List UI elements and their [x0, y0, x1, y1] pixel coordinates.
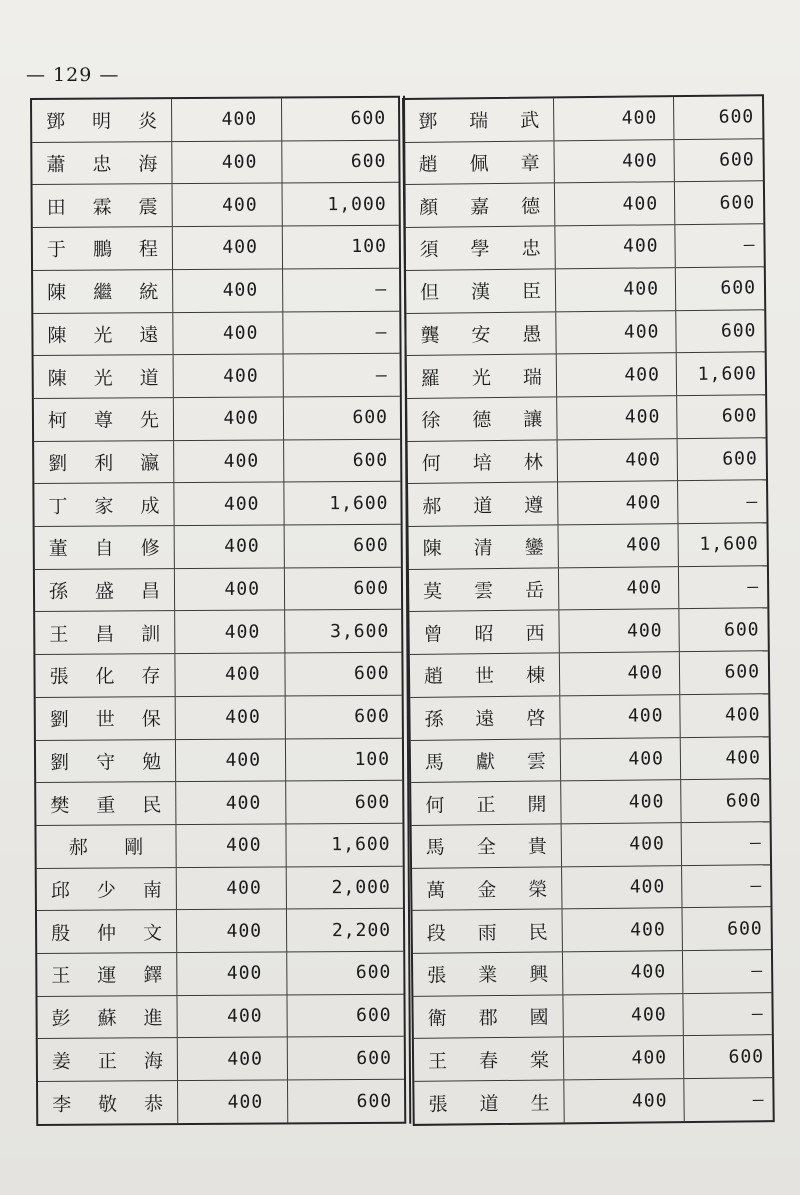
amount-cell-1: 400 [554, 97, 674, 140]
name-cell [410, 696, 560, 739]
amount-cell-2: 600 [728, 1046, 765, 1068]
name-cell [33, 227, 173, 270]
amount-cell-2: 1,600 [331, 834, 391, 856]
amount-cell-1: 400 [178, 1038, 288, 1080]
name-cell [37, 868, 177, 911]
name-text: 趙 世 棟 [423, 665, 546, 689]
name-text: 董 自 修 [48, 537, 160, 561]
name-text: 郝 道 遵 [422, 494, 544, 518]
name-text: 曾 昭 西 [423, 622, 545, 646]
table-row [37, 952, 403, 997]
table-row [34, 397, 400, 442]
name-text: 王 運 鐸 [51, 964, 163, 988]
name-text: 田 霖 震 [46, 195, 158, 219]
name-text: 王 春 棠 [427, 1049, 550, 1073]
amount-cell-1: 400 [177, 910, 287, 952]
name-cell [36, 740, 176, 783]
table-row [413, 950, 771, 996]
table-row [36, 738, 402, 783]
name-text: 張 道 生 [428, 1092, 550, 1116]
amount-cell-1: 400 [555, 225, 675, 268]
name-text: 何 培 林 [421, 451, 543, 475]
amount-cell-2: 600 [354, 791, 391, 813]
table-row [33, 311, 399, 356]
name-cell [408, 525, 558, 568]
name-cell [38, 1081, 178, 1124]
name-cell [32, 99, 172, 142]
name-text: 劉 守 勉 [49, 751, 162, 774]
amount-cell-1: 400 [177, 953, 287, 995]
page-number: — 129 — [26, 64, 120, 86]
amount-cell-2: 600 [356, 1004, 392, 1027]
amount-cell-1: 400 [560, 695, 680, 738]
table-row [37, 866, 403, 911]
name-text: 柯 尊 先 [47, 409, 160, 433]
name-text: 萬 金 榮 [426, 878, 548, 902]
name-text: 陳 繼 統 [47, 281, 159, 305]
table-row [411, 779, 769, 825]
table-row [33, 269, 399, 314]
table-row [35, 653, 401, 698]
amount-cell-1: 400 [176, 739, 286, 781]
amount-cell-2: 600 [353, 663, 390, 685]
amount-cell-1: 400 [174, 397, 284, 439]
name-text: 馬 全 貴 [425, 835, 547, 860]
table-row [35, 567, 401, 612]
name-cell [32, 142, 172, 185]
name-cell [37, 996, 177, 1039]
amount-cell-2: 600 [355, 962, 392, 984]
amount-cell-1: 400 [563, 951, 683, 994]
amount-cell-1: 400 [562, 823, 682, 866]
amount-cell-2: 600 [352, 449, 389, 472]
name-cell [409, 611, 559, 654]
table-row [38, 1037, 404, 1082]
name-text: 劉 利 瀛 [48, 452, 160, 475]
name-text: 蕭 忠 海 [46, 153, 158, 176]
amount-cell-1: 400 [174, 483, 284, 525]
amount-cell-1: 400 [174, 440, 284, 482]
name-text: 邱 少 南 [50, 879, 162, 902]
amount-cell-1: 400 [561, 738, 681, 781]
table-row [34, 482, 400, 527]
table-row [404, 96, 762, 142]
amount-cell-2: 600 [352, 407, 389, 429]
name-cell [412, 867, 562, 910]
table-row [409, 609, 767, 655]
table-row [412, 865, 770, 911]
amount-cell-2: 2,000 [331, 876, 391, 899]
amount-cell-2: 600 [353, 535, 389, 557]
amount-cell-1: 400 [561, 780, 681, 823]
amount-cell-2: — [743, 234, 756, 256]
amount-cell-2: 600 [723, 619, 760, 641]
amount-cell-1: 400 [176, 782, 286, 824]
amount-cell-1: 400 [558, 439, 678, 482]
name-cell [33, 270, 173, 313]
name-cell [34, 441, 174, 484]
amount-cell-2: 2,200 [331, 919, 392, 941]
name-text: 鄧 瑞 武 [418, 109, 540, 134]
amount-cell-1: 400 [558, 481, 678, 524]
amount-cell-1: 400 [178, 1081, 288, 1123]
amount-cell-1: 400 [555, 183, 675, 226]
name-text: 張 業 興 [427, 963, 549, 988]
amount-cell-2: 600 [724, 661, 761, 684]
name-text: 龔 安 愚 [420, 323, 542, 347]
amount-cell-1: 400 [559, 610, 679, 653]
name-cell [407, 397, 557, 440]
amount-cell-2: 100 [351, 236, 387, 258]
amount-cell-2: — [747, 576, 760, 598]
name-cell [408, 483, 558, 526]
amount-cell-1: 400 [557, 396, 677, 439]
name-text: 于 鵬 程 [46, 238, 158, 262]
table-row [407, 395, 765, 441]
name-text: 張 化 存 [49, 665, 161, 689]
table-row [407, 352, 765, 398]
table-row [405, 224, 763, 270]
table-row [413, 993, 771, 1039]
table-row [414, 1036, 772, 1082]
name-text: 殷 仲 文 [51, 921, 163, 945]
amount-cell-2: — [752, 1088, 765, 1110]
table-row [36, 696, 402, 741]
table-row [411, 737, 769, 783]
amount-cell-1: 400 [559, 567, 679, 610]
amount-cell-2: 1,600 [699, 533, 759, 556]
name-text: 但 漢 臣 [419, 280, 542, 304]
name-text: 衛 郡 國 [427, 1006, 549, 1030]
name-cell [37, 910, 177, 953]
name-text: 姜 正 海 [51, 1050, 163, 1073]
name-cell [35, 526, 175, 569]
amount-cell-2: 600 [719, 192, 756, 214]
name-cell [34, 483, 174, 526]
amount-cell-2: 600 [720, 277, 757, 299]
amount-cell-1: 400 [176, 696, 286, 738]
name-cell [413, 952, 563, 995]
amount-cell-1: 400 [172, 141, 282, 183]
name-text: 段 雨 民 [426, 921, 548, 945]
amount-cell-1: 400 [556, 268, 676, 311]
name-cell [405, 227, 555, 270]
name-cell [35, 654, 175, 697]
amount-cell-2: 600 [718, 106, 755, 129]
amount-cell-1: 400 [175, 654, 285, 696]
amount-cell-1: 400 [556, 311, 676, 354]
amount-cell-2: 600 [719, 149, 755, 171]
name-cell [35, 569, 175, 612]
name-text: 陳 光 道 [47, 366, 159, 390]
amount-cell-2: 400 [724, 704, 761, 726]
name-cell [33, 185, 173, 228]
name-cell [411, 782, 561, 825]
name-text: 馬 獻 雲 [424, 750, 547, 774]
name-text: 莫 雲 岳 [423, 579, 545, 603]
amount-cell-2: — [746, 490, 759, 513]
name-text: 須 學 忠 [419, 238, 541, 262]
name-text: 孫 盛 昌 [48, 580, 161, 603]
name-cell [410, 654, 560, 697]
table-row [36, 781, 402, 826]
name-cell [413, 910, 563, 953]
table-row [34, 354, 400, 399]
table-row [37, 909, 403, 954]
table-row [32, 98, 398, 143]
amount-cell-1: 400 [563, 994, 683, 1037]
name-text: 李 敬 恭 [52, 1092, 164, 1116]
name-cell [413, 995, 563, 1038]
amount-cell-2: 600 [725, 789, 762, 812]
amount-cell-2: 3,600 [330, 620, 390, 642]
name-text: 樊 重 民 [50, 793, 162, 817]
amount-cell-1: 400 [563, 908, 683, 951]
name-text: 陳 清 鑾 [422, 536, 544, 561]
table-row [410, 694, 768, 740]
amount-cell-2: 1,600 [329, 492, 389, 514]
name-cell [33, 313, 173, 356]
amount-cell-1: 400 [172, 98, 282, 140]
table-row [35, 610, 401, 655]
table-row [412, 822, 770, 868]
name-text: 顏 嘉 德 [419, 195, 541, 219]
table-row [408, 481, 766, 527]
amount-cell-1: 400 [564, 1079, 684, 1122]
name-text: 郝 剛 [68, 836, 144, 860]
table-row [33, 183, 399, 228]
amount-cell-1: 400 [560, 652, 680, 695]
amount-cell-2: 600 [353, 577, 390, 600]
table-row [33, 226, 399, 271]
name-cell [404, 98, 554, 141]
name-cell [36, 782, 176, 825]
name-cell [411, 739, 561, 782]
amount-cell-1: 400 [175, 568, 285, 610]
table-row [404, 139, 762, 185]
amount-cell-1: 400 [554, 140, 674, 183]
name-text: 彭 蘇 進 [51, 1007, 163, 1030]
name-cell [34, 355, 174, 398]
table-row [409, 566, 767, 612]
name-text: 王 昌 訓 [49, 622, 161, 646]
table-row [414, 1078, 772, 1123]
name-cell [36, 697, 176, 740]
table-row [408, 523, 766, 569]
amount-cell-1: 400 [562, 866, 682, 909]
table-row [408, 438, 766, 484]
amount-cell-1: 400 [173, 184, 283, 226]
name-text: 趙 佩 章 [418, 152, 540, 176]
amount-cell-1: 400 [564, 1037, 684, 1080]
table-row [35, 525, 401, 570]
amount-cell-2: 600 [721, 405, 758, 427]
amount-cell-2: 400 [725, 747, 762, 769]
amount-cell-2: — [375, 364, 388, 386]
amount-cell-1: 400 [558, 524, 678, 567]
amount-cell-2: 1,000 [327, 193, 387, 215]
name-cell [406, 312, 556, 355]
amount-cell-1: 400 [557, 353, 677, 396]
left-table [30, 96, 406, 1126]
amount-cell-2: 100 [354, 748, 391, 770]
name-text: 陳 光 遠 [47, 324, 159, 347]
table-row [34, 439, 400, 484]
name-cell [404, 141, 554, 184]
table-row [413, 908, 771, 954]
amount-cell-1: 400 [174, 355, 284, 397]
amount-cell-2: — [751, 960, 764, 982]
name-text: 羅 光 瑞 [420, 366, 543, 390]
name-text: 孫 遠 啓 [424, 707, 546, 731]
amount-cell-1: 400 [177, 867, 287, 909]
amount-cell-2: 600 [350, 150, 387, 173]
amount-cell-1: 400 [173, 227, 283, 269]
amount-cell-1: 400 [175, 611, 285, 653]
table-row [405, 182, 763, 228]
amount-cell-2: — [375, 278, 388, 301]
name-cell [37, 953, 177, 996]
name-cell [38, 1039, 178, 1082]
table-row [38, 1080, 404, 1124]
name-text: 鄧 明 炎 [46, 110, 158, 134]
name-cell [406, 269, 556, 312]
table-row [37, 995, 403, 1040]
amount-cell-2: 600 [722, 448, 758, 470]
right-table [402, 94, 775, 1126]
amount-cell-2: — [751, 1003, 764, 1025]
amount-cell-2: 600 [356, 1047, 392, 1069]
name-cell [34, 398, 174, 441]
amount-cell-2: 1,600 [697, 362, 758, 385]
name-cell [405, 184, 555, 227]
amount-cell-2: — [375, 321, 388, 343]
amount-cell-2: — [750, 875, 763, 897]
amount-cell-2: 600 [720, 320, 757, 342]
table-row [410, 651, 768, 697]
amount-cell-1: 400 [173, 312, 283, 354]
name-text: 劉 世 保 [49, 708, 161, 732]
amount-cell-1: 400 [177, 995, 287, 1037]
amount-cell-1: 400 [176, 824, 286, 866]
name-cell [414, 1038, 564, 1081]
table-row [32, 140, 398, 185]
amount-cell-1: 400 [173, 269, 283, 311]
name-cell [35, 612, 175, 655]
name-text: 何 正 開 [425, 793, 547, 817]
amount-cell-2: 600 [356, 1090, 393, 1112]
name-cell [36, 825, 176, 868]
table-row [406, 310, 764, 356]
name-text: 丁 家 成 [48, 494, 160, 518]
amount-cell-1: 400 [175, 525, 285, 567]
table-row [406, 267, 764, 313]
amount-cell-2: 600 [350, 108, 387, 130]
amount-cell-2: 600 [727, 917, 763, 940]
name-cell [408, 440, 558, 483]
name-cell [414, 1081, 564, 1124]
amount-cell-2: — [749, 832, 762, 854]
table-row [36, 824, 402, 869]
name-text: 徐 德 讓 [421, 408, 543, 433]
name-cell [407, 355, 557, 398]
amount-cell-2: 600 [354, 706, 390, 728]
name-cell [412, 824, 562, 867]
name-cell [409, 568, 559, 611]
